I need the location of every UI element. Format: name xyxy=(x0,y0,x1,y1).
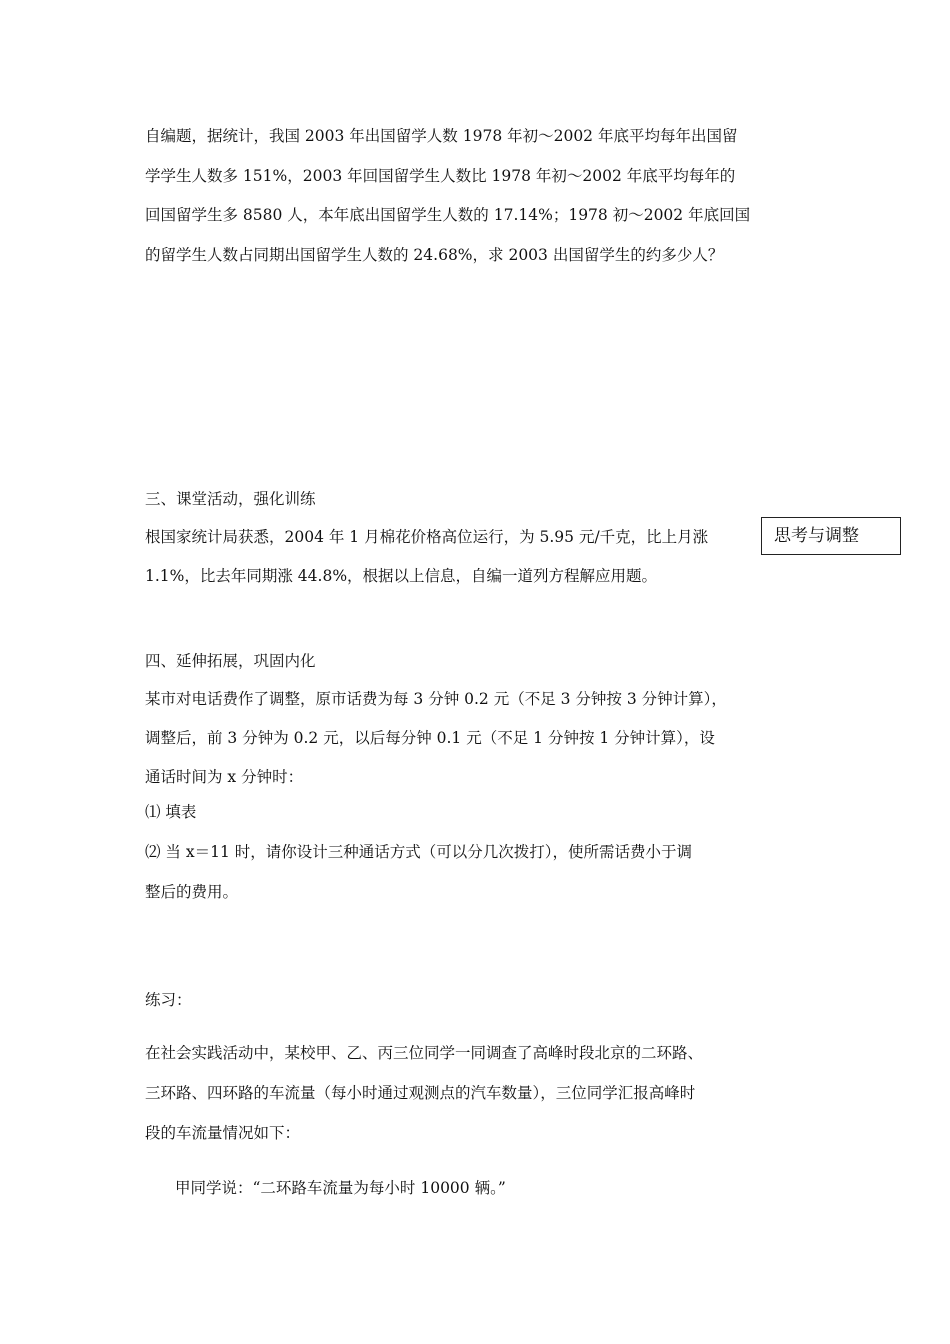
s4-question-1: ⑴ 填表 xyxy=(145,803,197,821)
think-adjust-box: 思考与调整 xyxy=(761,517,901,555)
s4-question-2-line-2: 整后的费用。 xyxy=(145,883,239,901)
section-3-heading: 三、课堂活动，强化训练 xyxy=(145,490,316,508)
section-4-heading: 四、延伸拓展，巩固内化 xyxy=(145,652,316,670)
s4-line-2: 调整后，前 3 分钟为 0.2 元，以后每分钟 0.1 元（不足 1 分钟按 1 分钟计算），设 xyxy=(145,729,715,747)
practice-line-2: 三环路、四环路的车流量（每小时通过观测点的汽车数量），三位同学汇报高峰时 xyxy=(145,1084,696,1102)
practice-line-3: 段的车流量情况如下： xyxy=(145,1124,301,1142)
p1-line-2: 学学生人数多 151%，2003 年回国留学生人数比 1978 年初～2002 年底平均每年的 xyxy=(145,167,736,185)
practice-quote: 甲同学说：“二环路车流量为每小时 10000 辆。” xyxy=(175,1179,506,1197)
practice-line-1: 在社会实践活动中，某校甲、乙、丙三位同学一同调查了高峰时段北京的二环路、 xyxy=(145,1044,704,1062)
p1-line-4: 的留学生人数占同期出国留学生人数的 24.68%，求 2003 出国留学生的约多少人？ xyxy=(145,246,724,264)
practice-heading: 练习： xyxy=(145,991,192,1009)
s4-line-3: 通话时间为 x 分钟时： xyxy=(145,768,304,786)
s3-line-1: 根国家统计局获悉，2004 年 1 月棉花价格高位运行，为 5.95 元/千克，比上月涨 xyxy=(145,528,709,546)
s3-line-2: 1.1%，比去年同期涨 44.8%，根据以上信息，自编一道列方程解应用题。 xyxy=(145,567,658,585)
s4-line-1: 某市对电话费作了调整，原市话费为每 3 分钟 0.2 元（不足 3 分钟按 3 分钟计算）， xyxy=(145,690,727,708)
s4-question-2-line-1: ⑵ 当 x＝11 时，请你设计三种通话方式（可以分几次拨打），使所需话费小于调 xyxy=(145,843,692,861)
p1-line-3: 回国留学生多 8580 人，本年底出国留学生人数的 17.14%；1978 初～2002 年底回国 xyxy=(145,206,751,224)
p1-line-1: 自编题，据统计，我国 2003 年出国留学人数 1978 年初～2002 年底平均每年出国留 xyxy=(145,127,738,145)
